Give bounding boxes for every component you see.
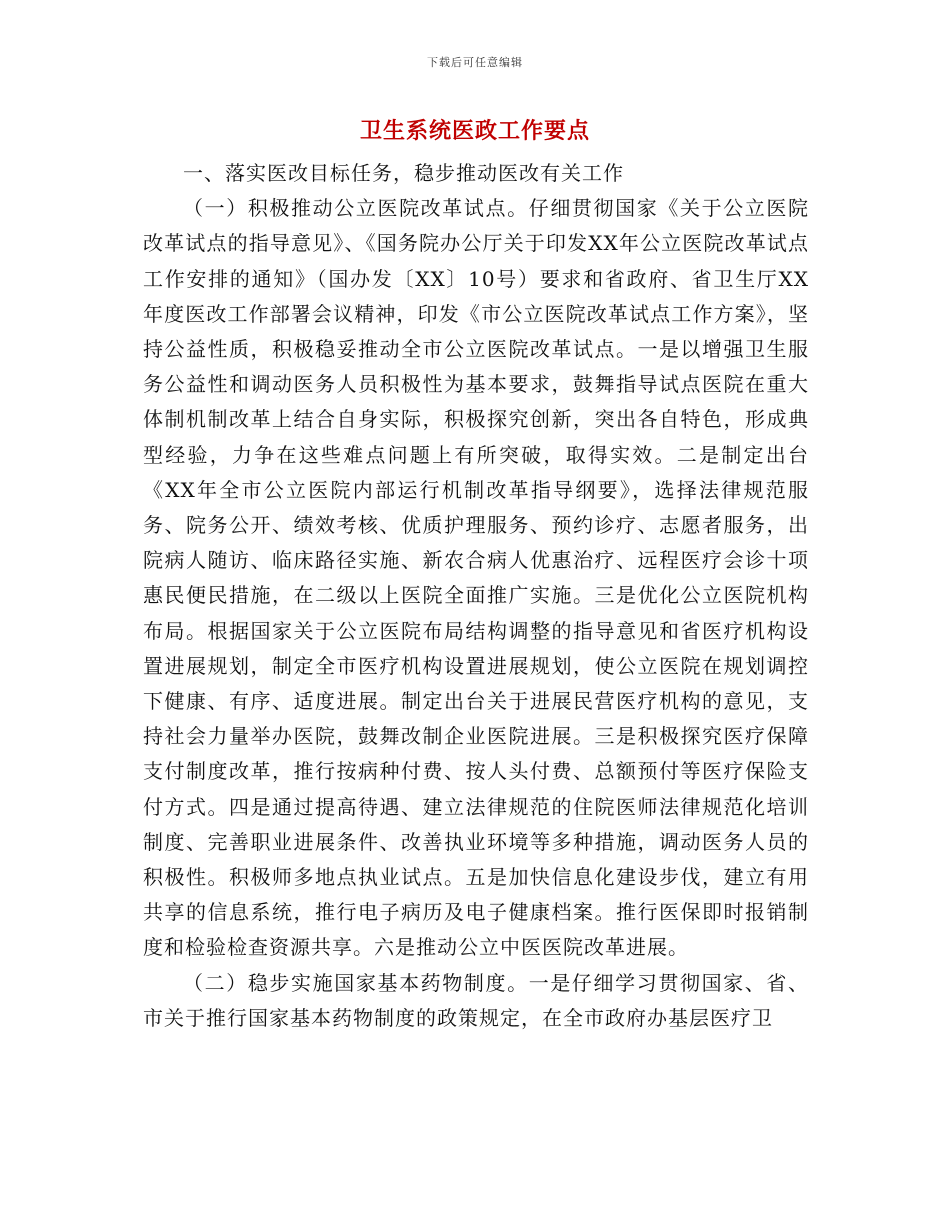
paragraph-2: （二）稳步实施国家基本药物制度。一是仔细学习贯彻国家、省、市关于推行国家基本药物制度的政策规定，在全市政府办基层医疗卫 (143, 970, 809, 1030)
paragraph-1: （一）积极推动公立医院改革试点。仔细贯彻国家《关于公立医院改革试点的指导意见》、《国务院办公厅关于印发XX年公立医院改革试点工作安排的通知》（国办发〔XX〕10号）要求和省政府、省卫生厅XX年度医改工作部署会议精神，印发《市公立医院改革试点工作方案》，坚持公益性质，积极稳妥推动全市公立医院改革试点。一是以增强卫生服务公益性和调动医务人员积极性为基本要求，鼓舞指导试点医院在重大体制机制改革上结合自身实际，积极探究创新，突出各自特色，形成典型经验，力争在这些难点问题上有所突破，取得实效。二是制定出台《XX年全市公立医院内部运行机制改革指导纲要》，选择法律规范服务、院务公开、绩效考核、优质护理服务、预约诊疗、志愿者服务，出院病人随访、临床路径实施、新农合病人优惠治疗、远程医疗会诊十项惠民便民措施，在二级以上医院全面推广实施。三是优化公立医院机构布局。根据国家关于公立医院布局结构调整的指导意见和省医疗机构设置进展规划，制定全市医疗机构设置进展规划，使公立医院在规划调控下健康、有序、适度进展。制定出台关于进展民营医疗机构的意见，支持社会力量举办医院，鼓舞改制企业医院进展。三是积极探究医疗保障支付制度改革，推行按病种付费、按人头付费、总额预付等医疗保险支付方式。四是通过提高待遇、建立法律规范的住院医师法律规范化培训制度、完善职业进展条件、改善执业环境等多种措施，调动医务人员的积极性。积极师多地点执业试点。五是加快信息化建设步伐，建立有用共享的信息系统，推行电子病历及电子健康档案。推行医保即时报销制度和检验检查资源共享。六是推动公立中医医院改革进展。 (143, 196, 809, 960)
header-note: 下载后可任意编辑 (427, 56, 523, 69)
section-heading-1: 一、落实医改目标任务，稳步推动医改有关工作 (183, 161, 624, 185)
document-title: 卫生系统医政工作要点 (359, 118, 590, 144)
document-body (143, 156, 809, 1036)
